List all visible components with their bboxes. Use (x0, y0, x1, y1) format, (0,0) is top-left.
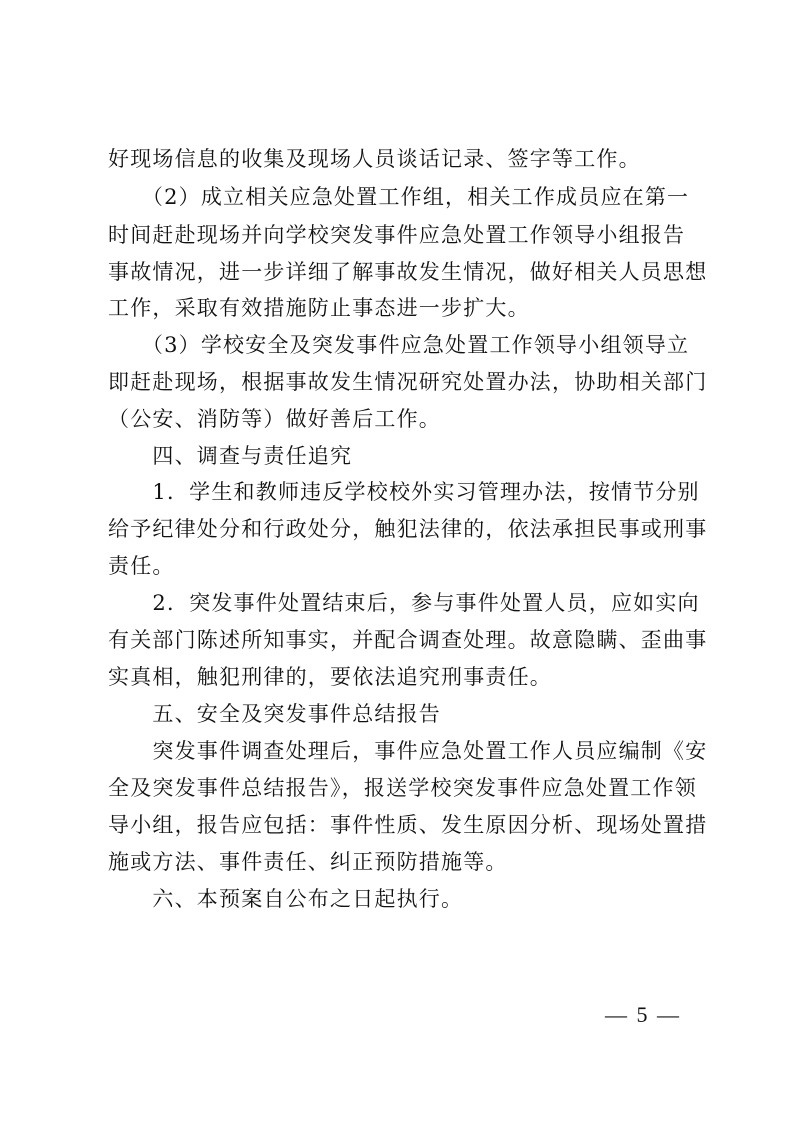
body-text-line: （公安、消防等）做好善后工作。 (108, 407, 441, 431)
section-heading: 六、本预案自公布之日起执行。 (108, 887, 464, 911)
body-text-line: 有关部门陈述所知事实，并配合调查处理。故意隐瞒、歪曲事 (108, 628, 708, 652)
body-text-line: 2．突发事件处置结束后，参与事件处置人员，应如实向 (108, 591, 700, 615)
body-text-line: 全及突发事件总结报告》，报送学校突发事件应急处置工作领 (108, 776, 697, 800)
body-text-line: 即赶赴现场，根据事故发生情况研究处置办法，协助相关部门 (108, 370, 708, 394)
section-heading: 四、调查与责任追究 (108, 444, 353, 468)
body-text-line: 责任。 (108, 554, 175, 578)
body-text-line: 1．学生和教师违反学校校外实习管理办法，按情节分别 (108, 480, 700, 504)
page-number: — 5 — (605, 1002, 681, 1027)
body-text-line: （3）学校安全及突发事件应急处置工作领导小组领导立 (108, 333, 690, 357)
body-text-line: 时间赶赴现场并向学校突发事件应急处置工作领导小组报告 (108, 223, 686, 247)
body-text-line: 事故情况，进一步详细了解事故发生情况，做好相关人员思想 (108, 260, 708, 284)
body-text-line: 施或方法、事件责任、纠正预防措施等。 (108, 850, 508, 874)
body-text-line: 突发事件调查处理后，事件应急处置工作人员应编制《安 (108, 739, 708, 763)
body-text-line: 实真相，触犯刑律的，要依法追究刑事责任。 (108, 665, 552, 689)
body-text-line: （2）成立相关应急处置工作组，相关工作成员应在第一 (108, 185, 690, 209)
body-text-line: 工作，采取有效措施防止事态进一步扩大。 (108, 296, 530, 320)
body-text-line: 导小组，报告应包括：事件性质、发生原因分析、现场处置措 (108, 813, 708, 837)
body-text-line: 给予纪律处分和行政处分，触犯法律的，依法承担民事或刑事 (108, 517, 708, 541)
body-text-line: 好现场信息的收集及现场人员谈话记录、签字等工作。 (108, 147, 641, 171)
section-heading: 五、安全及突发事件总结报告 (108, 702, 441, 726)
